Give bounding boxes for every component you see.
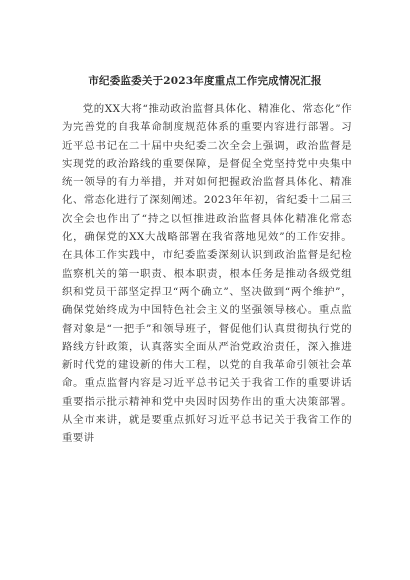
document-title: 市纪委监委关于2023年度重点工作完成情况汇报 bbox=[88, 75, 322, 87]
document-body bbox=[62, 100, 352, 448]
body-paragraph: 党的XX大将“推动政治监督具体化、精准化、常态化”作为完善党的自我革命制度规范体系的重要内容进行部署。习近平总书记在二十届中央纪委二次全会上强调，政治监督是实现党的政治路线的重要保障，是督促全党坚持党中央集中统一领导的有力举措，并对如何把握政治监督具体化、精准化、常态化进行了深刻阐述。2023年年初，省纪委十二届三次全会也作出了“持之以恒推进政治监督具体化精准化常态化，确保党的XX大战略部署在我省落地见效”的工作安排。在具体工作实践中，市纪委监委深刻认识到政治监督是纪检监察机关的第一职责、根本职责，根本任务是推动各级党组织和党员干部坚定捍卫“两个确立”、坚决做到“两个维护”，确保党始终成为中国特色社会主义的坚强领导核心。重点监督对象是“一把手”和领导班子，督促他们认真贯彻执行党的路线方针政策，认真落实全面从严治党政治责任，深入推进新时代党的建设新的伟大工程，以党的自我革命引领社会革命。重点监督内容是习近平总书记关于我省工作的重要讲话重要指示批示精神和党中央因时因势作出的重大决策部署。从全市来讲，就是要重点抓好习近平总书记关于我省工作的重要讲 bbox=[62, 103, 352, 445]
